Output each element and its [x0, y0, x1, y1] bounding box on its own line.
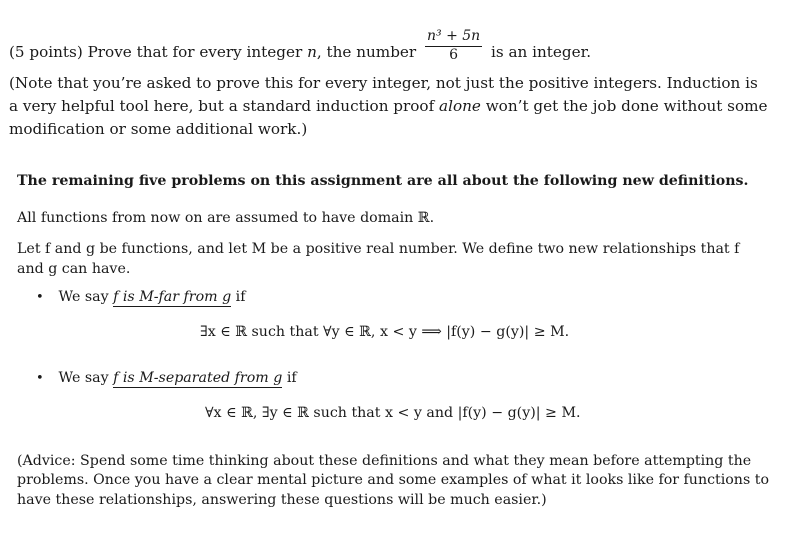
- definition-term: f is M-separated from g: [113, 370, 283, 386]
- definition-far: [36, 287, 245, 308]
- advice-line-1: (Advice: Spend some time thinking about these definitions and what they mean before attempting the: [17, 453, 752, 469]
- advice-line-3: have these relationships, answering these questions will be much easier.): [17, 492, 547, 508]
- variable-n: n: [307, 43, 317, 61]
- definition-lead: We say: [58, 370, 109, 386]
- problem-statement: [9, 28, 592, 71]
- advice-line-2: problems. Once you have a clear mental picture and some examples of what it looks like for functions to: [17, 472, 769, 488]
- note-line-2: [9, 96, 768, 116]
- problem-text-a: Prove that for every integer: [87, 43, 303, 61]
- definition-tail: if: [235, 289, 246, 305]
- definition-far-formula: ∃x ∈ ℝ such that ∀y ∈ ℝ, x < y ⟹ |f(y) − g(y)| ≥ M.: [200, 324, 570, 340]
- domain-note: All functions from now on are assumed to have domain ℝ.: [17, 210, 435, 226]
- definition-term: f is M-far from g: [113, 289, 232, 305]
- note-text-a: a very helpful tool here, but a standard induction proof: [9, 97, 435, 115]
- section-heading: The remaining five problems on this assignment are all about the following new definitions.: [17, 173, 749, 189]
- fraction: [425, 28, 482, 64]
- definition-tail: if: [286, 370, 297, 386]
- definition-separated-formula: ∀x ∈ ℝ, ∃y ∈ ℝ such that x < y and |f(y) − g(y)| ≥ M.: [205, 405, 581, 421]
- intro-line-1: Let f and g be functions, and let M be a positive real number. We define two new relationships that f: [17, 241, 740, 257]
- definition-lead: We say: [58, 289, 109, 305]
- note-line-1: (Note that you’re asked to prove this for every integer, not just the positive integers. Induction is: [9, 74, 758, 92]
- fraction-denominator: 6: [449, 47, 459, 63]
- points-label: (5 points): [9, 43, 83, 61]
- note-line-3: modification or some additional work.): [9, 120, 308, 138]
- bullet-icon: •: [36, 290, 44, 305]
- fraction-numerator: n³ + 5n: [425, 28, 482, 47]
- problem-text-b: , the number: [316, 43, 417, 61]
- definition-separated: [36, 368, 297, 389]
- note-text-b: won’t get the job done without some: [485, 97, 768, 115]
- problem-text-c: is an integer.: [491, 43, 592, 61]
- bullet-icon: •: [36, 371, 44, 386]
- note-emphasis-alone: alone: [439, 97, 481, 115]
- intro-line-2: and g can have.: [17, 261, 131, 277]
